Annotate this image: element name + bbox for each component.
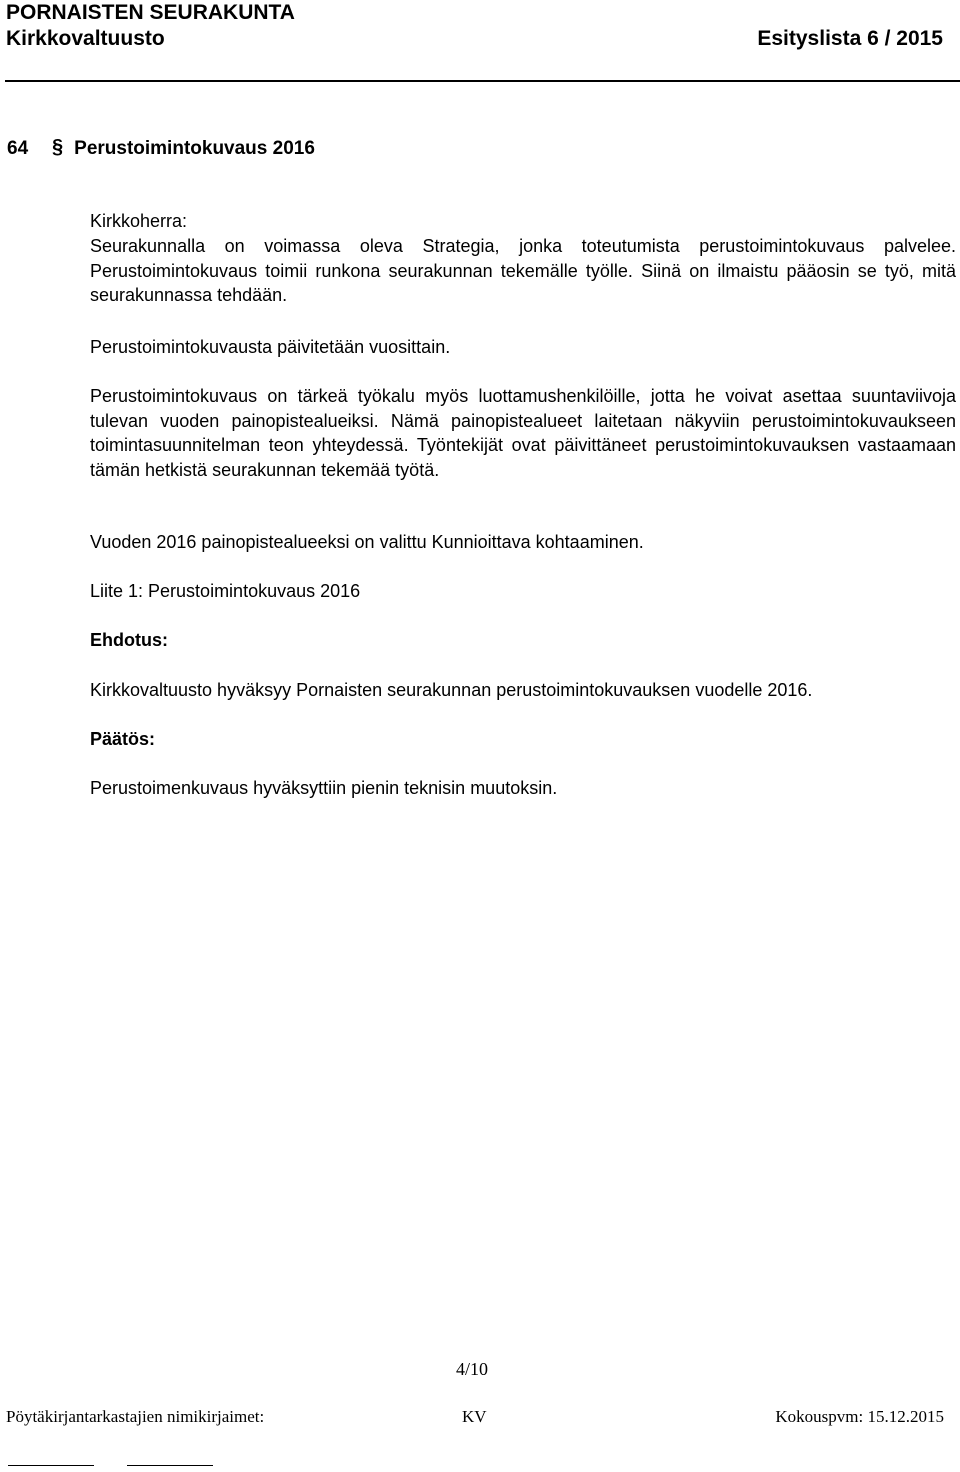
paragraph-trustees <box>90 384 956 482</box>
signature-line-1 <box>8 1465 94 1466</box>
governing-body: Kirkkovaltuusto <box>6 27 165 50</box>
decision-text: Perustoimenkuvaus hyväksyttiin pienin teknisin muutoksin. <box>90 778 558 798</box>
section-heading <box>7 136 315 160</box>
paragraph-focus-area: Vuoden 2016 painopistealueeksi on valittu Kunnioittava kohtaaminen. <box>90 532 644 552</box>
paragraph-trustees-text: Perustoimintokuvaus on tärkeä työkalu myös luottamushenkilöille, jotta he voivat asettaa suuntaviivoja tulevan vuoden painopistealueiksi. Nämä painopistealueet laitetaan näkyviin perustoimintokuvaukseen toimintasuunnitelman teon yhteydessä. Työntekijät ovat päivittäneet perustoimintokuvauksen vastaamaan tämän hetkistä seurakunnan tekemää työtä. <box>90 386 956 480</box>
section-number: 64 <box>7 138 29 159</box>
initials: KV <box>462 1407 487 1426</box>
paragraph-strategy-text: Seurakunnalla on voimassa oleva Strategia, jonka toteutumista perustoimintokuvaus palvelee. Perustoimintokuvaus toimii runkona seurakunnan tekemälle työlle. Siinä on ilmaistu pääosin se työ, mitä seurakunnassa tehdään. <box>90 236 956 305</box>
initials-label: Pöytäkirjantarkastajien nimikirjaimet: <box>6 1407 265 1426</box>
page-number: 4/10 <box>456 1359 489 1379</box>
signature-line-2 <box>127 1465 213 1466</box>
proposal-heading: Ehdotus: <box>90 630 168 650</box>
meeting-date: Kokouspvm: 15.12.2015 <box>775 1407 944 1426</box>
agenda-number: Esityslista 6 / 2015 <box>757 27 943 50</box>
organization-name: PORNAISTEN SEURAKUNTA <box>6 1 295 24</box>
attachment-reference: Liite 1: Perustoimintokuvaus 2016 <box>90 581 361 601</box>
decision-heading: Päätös: <box>90 729 156 749</box>
svg-text:§: § <box>52 136 64 158</box>
paragraph-strategy <box>90 234 956 308</box>
speaker-label: Kirkkoherra: <box>90 211 188 231</box>
section-sign-icon <box>50 136 68 158</box>
paragraph-update-yearly: Perustoimintokuvausta päivitetään vuosittain. <box>90 337 451 357</box>
header-divider <box>5 80 960 82</box>
section-title: Perustoimintokuvaus 2016 <box>74 138 315 159</box>
proposal-text: Kirkkovaltuusto hyväksyy Pornaisten seurakunnan perustoimintokuvauksen vuodelle 2016. <box>90 680 813 700</box>
